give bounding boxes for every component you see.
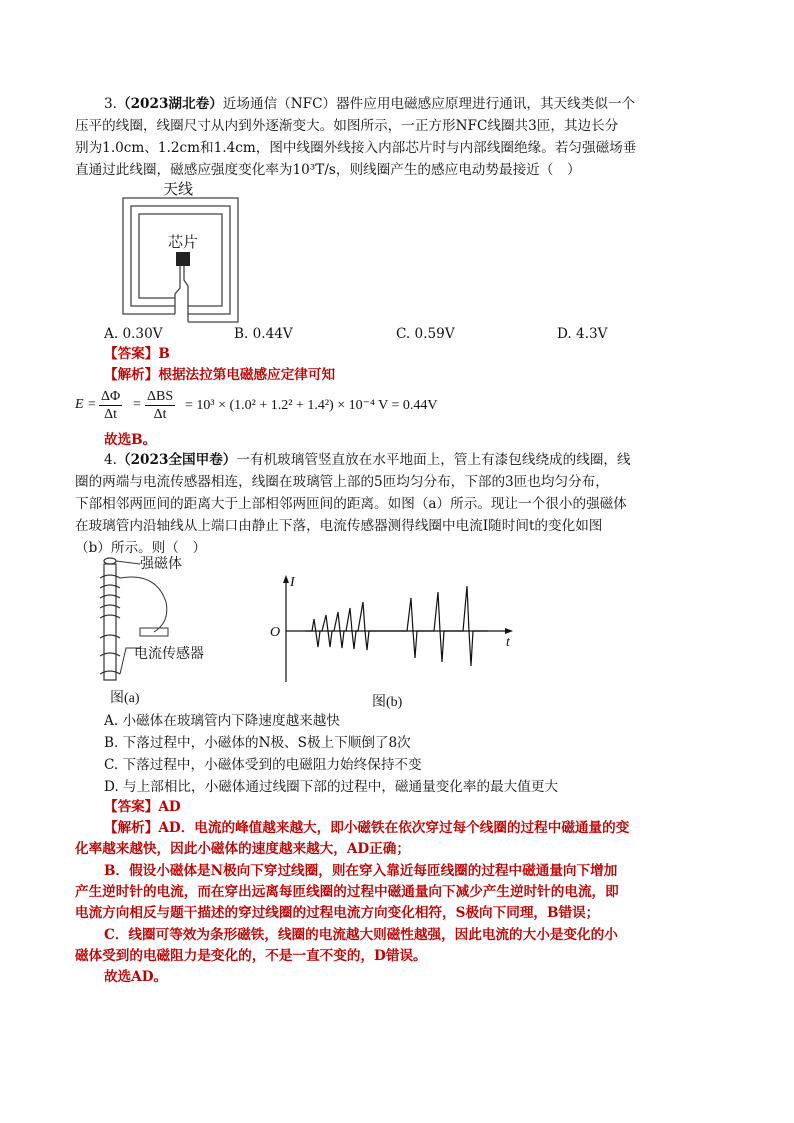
glass-tube [104,564,116,680]
q4-option-d: D. 与上部相比，小磁体通过线圈下部的过程中，磁通量变化率的最大值更大 [104,779,559,795]
q3-option-b: B. 0.44V [234,326,293,342]
q3-line-2: 压平的线圈，线圈尺寸从内到外逐渐变大。如图所示，一正方形NFC线圈共3匝，其边长分 [75,118,619,134]
q4-line-2: 圈的两端与电流传感器相连，线圈在玻璃管上部的5匝均匀分布，下部的3匝也均匀分布， [75,474,609,490]
q4-analysis-1: 【解析】AD．电流的峰值越来越大，即小磁铁在依次穿过每个线圈的过程中磁通量的变 [104,820,630,836]
q4-line-5: （b）所示。则（ ） [75,540,207,556]
q4-analysis-3: B．假设小磁体是N极向下穿过线圈，则在穿入靠近每匝线圈的过程中磁通量向下增加 [104,863,618,879]
q3-answer: 【答案】B [104,346,170,362]
q4-line-3: 下部相邻两匝间的距离大于上部相邻两匝间的距离。如图（a）所示。现让一个很小的强磁体 [75,496,627,512]
chip-label: 芯片 [168,233,199,251]
coil-turns [100,575,120,674]
q3-line-3: 别为1.0cm、1.2cm和1.4cm，图中线圈外线接入内部芯片时与内部线圈绝缘。若匀强磁场垂 [75,140,637,156]
x-axis-arrow-icon [505,628,513,634]
q3-line-1: 3.（2023湖北卷）近场通信（NFC）器件应用电磁感应原理进行通讯，其天线类似一个 [104,96,636,112]
antenna-label: 天线 [163,180,194,198]
q3-equation [75,384,495,430]
q4-analysis-5: 电流方向相反与题干描述的穿过线圈的过程电流方向变化相符，S极向下同理，B错误； [75,905,600,921]
q4-line-1: 4.（2023全国甲卷）一有机玻璃管竖直放在水平地面上，管上有漆包线绕成的线圈，线 [104,452,631,468]
magnet-icon [104,558,116,564]
q3-conclusion: 故选B。 [104,432,157,448]
q4-option-b: B. 下落过程中，小磁体的N极、S极上下顺倒了8次 [104,735,411,751]
figure-a [96,552,236,714]
chip-icon [176,252,190,266]
figure-b-caption: 图(b) [372,695,403,710]
q3-analysis: 【解析】根据法拉第电磁感应定律可知 [104,367,336,383]
eq-fraction-1: $\frac{\Delta\Phi}{\Delta t}$ [101,389,121,422]
q4-conclusion: 故选AD。 [104,969,168,985]
q3-option-a: A. 0.30V [104,326,163,342]
q4-option-c: C. 下落过程中，小磁体受到的电磁阻力始终保持不变 [104,757,422,773]
q4-option-a: A. 小磁体在玻璃管内下降速度越来越快 [104,713,340,729]
magnet-label: 强磁体 [140,556,182,572]
eq-fraction-2: ΔBS Δt [147,389,174,422]
q4-analysis-4: 产生逆时针的电流，而在穿出远离每匝线圈的过程中磁通量向下减少产生逆时针的电流，即 [75,884,619,900]
figure-a-caption: 图(a) [110,691,140,706]
y-axis-arrow-icon [283,575,289,583]
q3-option-d: D. 4.3V [557,326,608,342]
nfc-antenna-figure [118,176,248,326]
eq-lhs: E = [75,397,97,412]
eq-rhs: = 10³ × (1.0² + 1.2² + 1.4²) × 10⁻⁴ V = 0.44V [185,398,438,413]
q4-answer: 【答案】AD [104,799,181,815]
q3-option-c: C. 0.59V [396,326,455,342]
q4-analysis-2: 化率越来越快，因此小磁体的速度越来越大，AD正确； [75,841,410,857]
q4-line-4: 在玻璃管内沿轴线从上端口由静止下落，电流传感器测得线圈中电流I随时间t的变化如图 [75,518,603,534]
eq-equals: = [133,397,141,412]
x-axis-label: t [506,635,510,650]
q3-line-4: 直通过此线圈，磁感应强度变化率为10³T/s，则线圈产生的感应电动势最接近（ ） [75,162,581,178]
origin-label: O [270,625,281,640]
y-axis-label: I [290,575,295,590]
figure-b [262,570,522,714]
sensor-label: 电流传感器 [134,646,204,662]
current-curve [306,586,488,666]
q4-analysis-6: C．线圈可等效为条形磁铁，线圈的电流越大则磁性越强，因此电流的大小是变化的小 [104,927,618,943]
q4-analysis-7: 磁体受到的电磁阻力是变化的，不是一直不变的，D错误。 [75,948,427,964]
